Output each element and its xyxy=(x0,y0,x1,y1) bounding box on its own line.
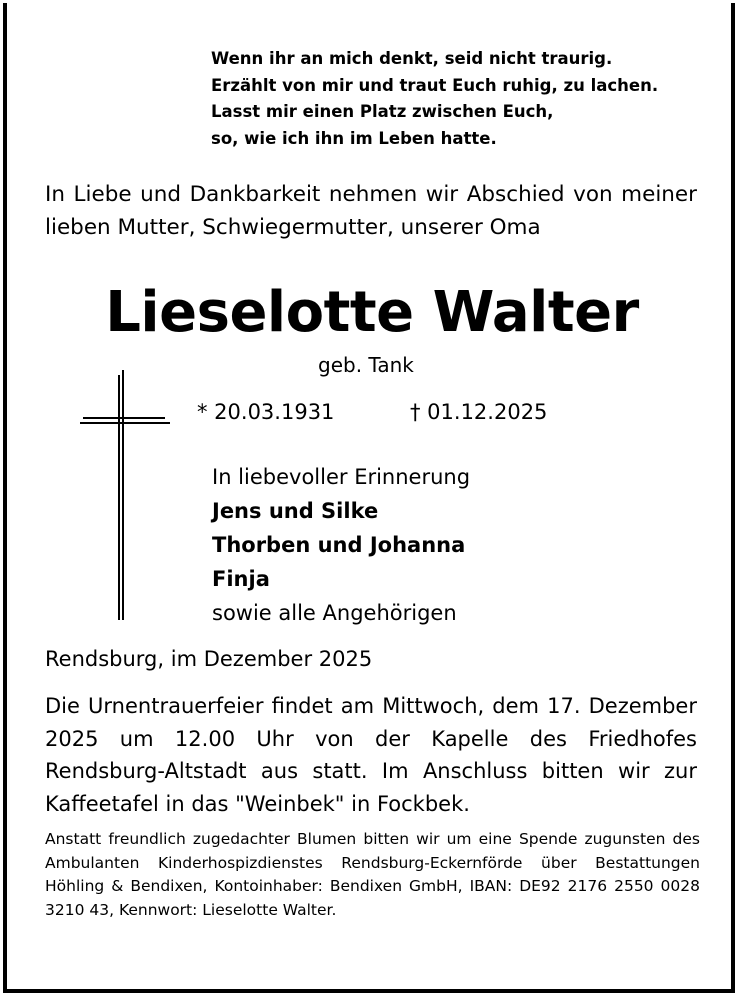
birth-date: * 20.03.1931 xyxy=(197,400,335,424)
survivor-name: Jens und Silke xyxy=(212,499,379,523)
poem-line-1: Wenn ihr an mich denkt, seid nicht traurig. xyxy=(211,49,613,68)
deceased-name: Lieselotte Walter xyxy=(105,280,639,345)
service-info: Die Urnentrauerfeier findet am Mittwoch, dem 17. Dezember 2025 um 12.00 Uhr von der Kapelle des Friedhofes Rendsburg-Altstadt aus statt. Im Anschluss bitten wir zur Kaffeetafel in das "Weinbek" in Fockbek. xyxy=(45,694,697,816)
poem-line-3: Lasst mir einen Platz zwischen Euch, xyxy=(211,102,554,121)
poem xyxy=(211,46,731,152)
survivors-block xyxy=(212,460,470,630)
survivors-intro: In liebevoller Erinnerung xyxy=(212,465,471,489)
poem-line-2: Erzählt von mir und traut Euch ruhig, zu lachen. xyxy=(211,75,659,95)
maiden-name: geb. Tank xyxy=(318,353,414,377)
survivor-name: Finja xyxy=(212,567,270,591)
intro-text: In Liebe und Dankbarkeit nehmen wir Abschied von meiner lieben Mutter, Schwiegermutter, unserer Oma xyxy=(45,182,697,240)
death-date: † 01.12.2025 xyxy=(410,400,548,424)
poem-line-4: so, wie ich ihn im Leben hatte. xyxy=(211,128,497,148)
cross-icon xyxy=(80,370,170,620)
survivor-name: Thorben und Johanna xyxy=(212,533,466,557)
place-date: Rendsburg, im Dezember 2025 xyxy=(45,647,373,671)
survivors-outro: sowie alle Angehörigen xyxy=(212,601,457,625)
donation-info: Anstatt freundlich zugedachter Blumen bitten wir um eine Spende zugunsten des Ambulanten Kinderhospizdienstes Rendsburg-Eckernförde über Bestattungen Höhling & Bendixen, Kontoinhaber: Bendixen GmbH, IBAN: DE92 2176 2550 0028 3210 43, Kennwort: Lieselotte Walter. xyxy=(45,830,700,919)
